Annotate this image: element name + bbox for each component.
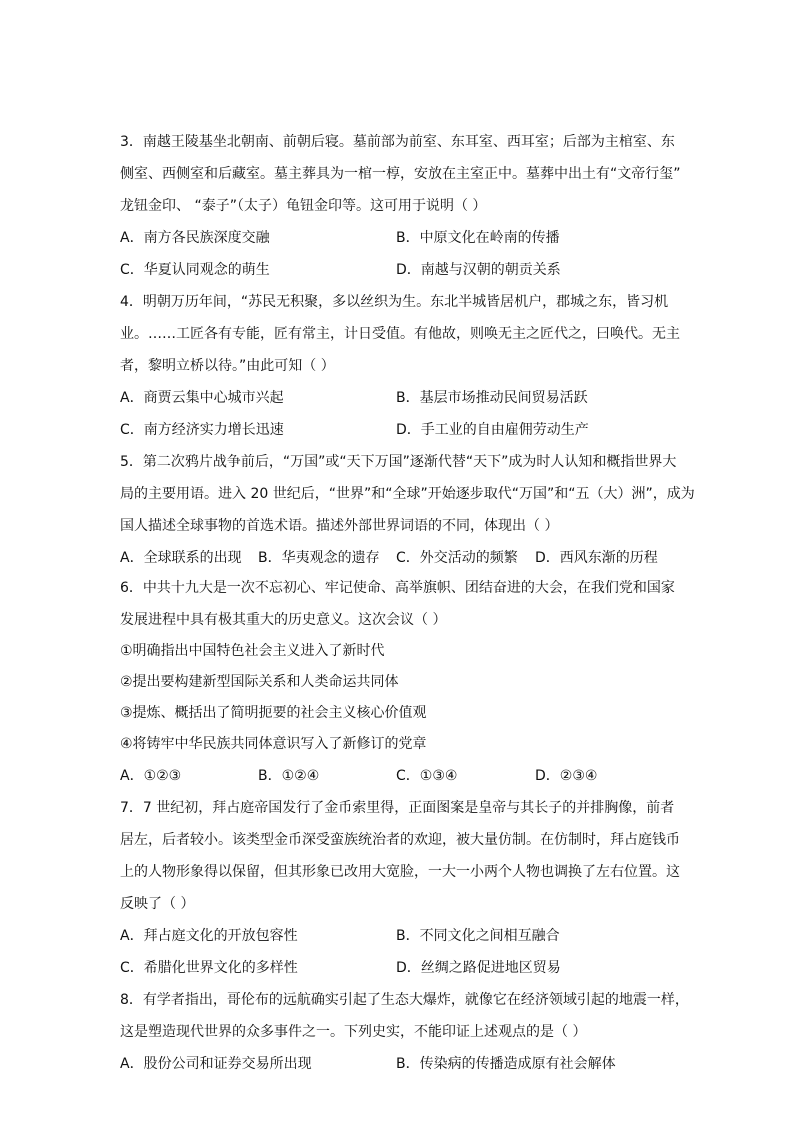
- question-6-option-d: D．②③④: [535, 768, 598, 784]
- question-4-option-d: D．手工业的自由雇佣劳动生产: [396, 422, 589, 438]
- question-7-line-1: 7．7 世纪初，拜占庭帝国发行了金币索里得，正面图案是皇帝与其长子的并排胸像，前者: [120, 800, 675, 816]
- question-3-option-d: D．南越与汉朝的朝贡关系: [396, 262, 561, 278]
- question-6-option-a: A．①②③: [120, 768, 182, 784]
- question-8-option-b: B．传染病的传播造成原有社会解体: [396, 1056, 616, 1072]
- question-7-option-a: A．拜占庭文化的开放包容性: [120, 928, 298, 944]
- question-6-statement-4: ④将铸牢中华民族共同体意识写入了新修订的党章: [120, 736, 427, 752]
- question-6-statement-2: ②提出要构建新型国际关系和人类命运共同体: [120, 674, 399, 690]
- question-7-option-b: B．不同文化之间相互融合: [396, 928, 560, 944]
- question-3-option-a: A．南方各民族深度交融: [120, 230, 270, 246]
- question-4-line-1: 4．明朝万历年间，“苏民无积聚，多以丝织为生。东北半城皆居机户，郡城之东，皆习机: [120, 294, 669, 310]
- question-7-option-d: D．丝绸之路促进地区贸易: [396, 960, 561, 976]
- question-8-option-a: A．股份公司和证券交易所出现: [120, 1056, 312, 1072]
- question-4-option-a: A．商贾云集中心城市兴起: [120, 390, 284, 406]
- question-3-line-2: 侧室、西侧室和后藏室。墓主葬具为一棺一椁，安放在主室正中。墓葬中出土有“文帝行玺”: [120, 166, 681, 182]
- question-5-option-d: D．西风东渐的历程: [535, 550, 658, 566]
- question-6-statement-3: ③提炼、概括出了简明扼要的社会主义核心价值观: [120, 705, 427, 721]
- question-4-option-c: C．南方经济实力增长迅速: [120, 422, 284, 438]
- question-5-line-3: 国人描述全球事物的首选术语。描述外部世界词语的不同，体现出（ ）: [120, 518, 559, 534]
- question-5-line-1: 5．第二次鸦片战争前后，“万国”或“天下万国”逐渐代替“天下”成为时人认知和概指世界大: [120, 454, 677, 470]
- question-8-line-2: 这是塑造现代世界的众多事件之一。下列史实，不能印证上述观点的是（ ）: [120, 1024, 587, 1040]
- question-3-option-b: B．中原文化在岭南的传播: [396, 230, 560, 246]
- question-4-line-2: 业。……工匠各有专能，匠有常主，计日受值。有他故，则唤无主之匠代之，曰唤代。无主: [120, 326, 680, 342]
- question-8-line-1: 8．有学者指出，哥伦布的远航确实引起了生态大爆炸，就像它在经济领域引起的地震一样，: [120, 992, 689, 1008]
- question-6-line-1: 6．中共十九大是一次不忘初心、牢记使命、高举旗帜、团结奋进的大会，在我们党和国家: [120, 580, 675, 596]
- question-7-line-2: 居左，后者较小。该类型金币深受蛮族统治者的欢迎，被大量仿制。在仿制时，拜占庭钱币: [120, 832, 680, 848]
- question-4-option-b: B．基层市场推动民间贸易活跃: [396, 390, 588, 406]
- question-4-line-3: 者，黎明立桥以待。”由此可知（ ）: [120, 358, 335, 374]
- question-3-option-c: C．华夏认同观念的萌生: [120, 262, 270, 278]
- question-3-line-3: 龙钮金印、 “泰子”（太子）龟钮金印等。这可用于说明（ ）: [120, 198, 487, 214]
- question-3-line-1: 3．南越王陵基坐北朝南、前朝后寝。墓前部为前室、东耳室、西耳室；后部为主棺室、东: [120, 134, 675, 150]
- question-7-option-c: C．希腊化世界文化的多样性: [120, 960, 298, 976]
- question-6-option-b: B．①②④: [258, 768, 320, 784]
- question-5-option-a: A．全球联系的出现: [120, 550, 242, 566]
- question-5-option-c: C．外交活动的频繁: [396, 550, 518, 566]
- question-6-option-c: C．①③④: [396, 768, 458, 784]
- question-5-line-2: 局的主要用语。进入 20 世纪后，“世界”和“全球”开始逐步取代“万国”和“五（大）洲”，成为: [120, 486, 695, 502]
- question-6-line-2: 发展进程中具有极其重大的历史意义。这次会议（ ）: [120, 612, 447, 628]
- question-7-line-4: 反映了（ ）: [120, 896, 195, 912]
- question-7-line-3: 上的人物形象得以保留，但其形象已改用大宽脸，一大一小两个人物也调换了左右位置。这: [120, 864, 680, 880]
- question-5-option-b: B．华夷观念的遗存: [258, 550, 380, 566]
- question-6-statement-1: ①明确指出中国特色社会主义进入了新时代: [120, 643, 385, 659]
